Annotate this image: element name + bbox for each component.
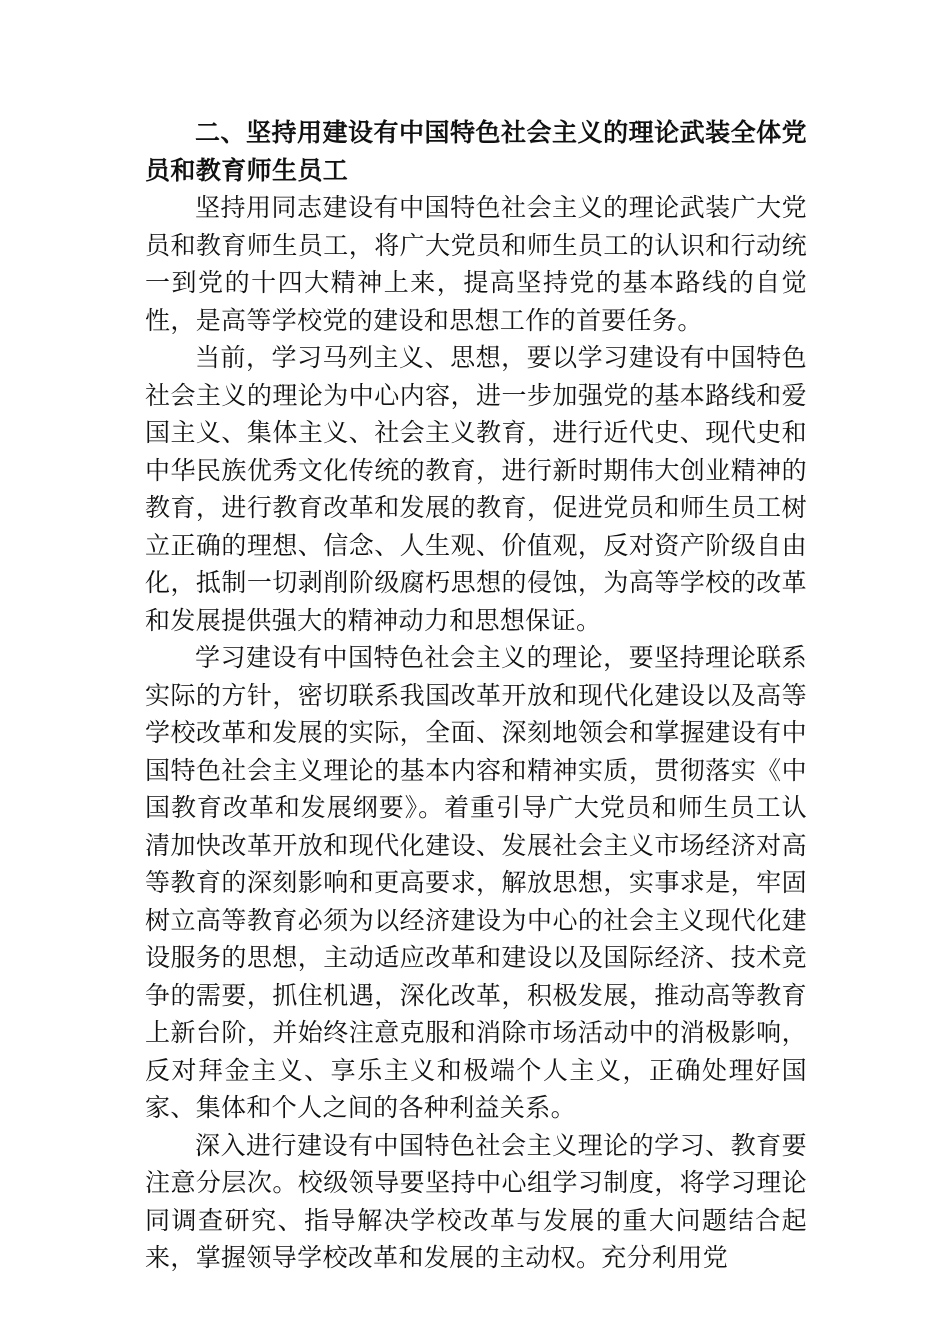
section-heading: 二、坚持用建设有中国特色社会主义的理论武装全体党员和教育师生员工 xyxy=(145,118,807,185)
paragraph-4: 深入进行建设有中国特色社会主义理论的学习、教育要注意分层次。校级领导要坚持中心组学习制度，将学习理论同调查研究、指导解决学校改革与发展的重大问题结合起来，掌握领导学校改革和发展的主动权。充分利用党 xyxy=(145,1130,807,1272)
document-body xyxy=(145,114,807,1277)
paragraph-3: 学习建设有中国特色社会主义的理论，要坚持理论联系实际的方针，密切联系我国改革开放和现代化建设以及高等学校改革和发展的实际，全面、深刻地领会和掌握建设有中国特色社会主义理论的基本内容和精神实质，贯彻落实《中国教育改革和发展纲要》。着重引导广大党员和师生员工认清加快改革开放和现代化建设、发展社会主义市场经济对高等教育的深刻影响和更高要求，解放思想，实事求是，牢固树立高等教育必须为以经济建设为中心的社会主义现代化建设服务的思想，主动适应改革和建设以及国际经济、技术竞争的需要，抓住机遇，深化改革，积极发展，推动高等教育上新台阶，并始终注意克服和消除市场活动中的消极影响，反对拜金主义、享乐主义和极端个人主义，正确处理好国家、集体和个人之间的各种利益关系。 xyxy=(145,643,807,1122)
paragraph-1: 坚持用同志建设有中国特色社会主义的理论武装广大党员和教育师生员工，将广大党员和师生员工的认识和行动统一到党的十四大精神上来，提高坚持党的基本路线的自觉性，是高等学校党的建设和思想工作的首要任务。 xyxy=(145,193,807,335)
paragraph-2: 当前，学习马列主义、思想，要以学习建设有中国特色社会主义的理论为中心内容，进一步加强党的基本路线和爱国主义、集体主义、社会主义教育，进行近代史、现代史和中华民族优秀文化传统的教育，进行新时期伟大创业精神的教育，进行教育改革和发展的教育，促进党员和师生员工树立正确的理想、信念、人生观、价值观，反对资产阶级自由化，抵制一切剥削阶级腐朽思想的侵蚀，为高等学校的改革和发展提供强大的精神动力和思想保证。 xyxy=(145,343,807,635)
